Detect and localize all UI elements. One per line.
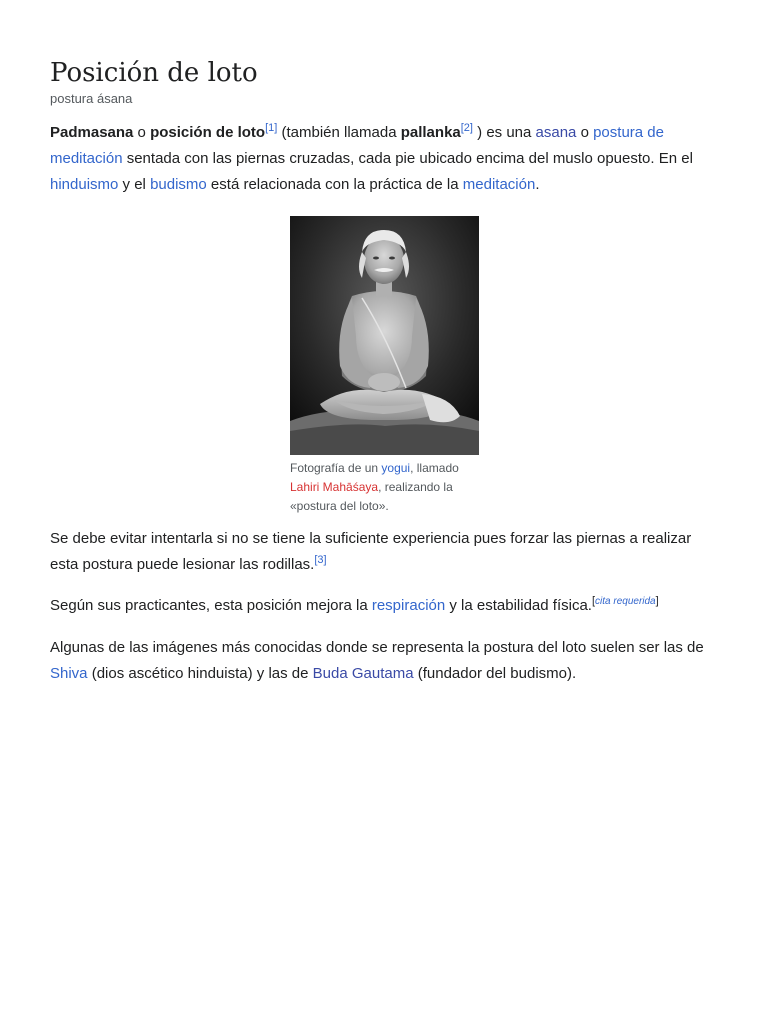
paragraph-warning xyxy=(50,526,718,578)
caption-text: , realizando la «postura del loto». xyxy=(290,480,453,513)
reference-3-link[interactable]: [3] xyxy=(314,554,327,566)
text-run: (también llamada xyxy=(277,124,401,141)
link-respiracion[interactable]: respiración xyxy=(371,597,446,614)
text-run: Se debe evitar intentarla si no se tiene la suficiente experiencia pues forzar las piernas a realizar esta postura puede lesionar las rodillas. xyxy=(50,530,692,573)
paragraph-images xyxy=(50,635,718,687)
intro-paragraph xyxy=(50,120,718,198)
text-run: ) es una xyxy=(472,124,536,141)
citation-needed xyxy=(592,595,659,607)
text-run: sentada con las piernas cruzadas, cada pie ubicado encima del muslo opuesto. En el xyxy=(122,150,693,167)
link-asana[interactable]: asana xyxy=(535,124,577,141)
text-run: y la estabilidad física. xyxy=(445,597,592,614)
text-run: o xyxy=(133,124,151,141)
link-budismo[interactable]: budismo xyxy=(150,176,207,193)
bracket: ] xyxy=(655,595,659,607)
text-run: y el xyxy=(118,176,151,193)
reference-2-link[interactable]: [2] xyxy=(460,122,473,134)
page-title: Posición de loto xyxy=(50,58,258,88)
figure-lahiri xyxy=(290,216,480,516)
redlink-lahiri-mahasaya[interactable]: Lahiri Mahāśaya xyxy=(290,480,379,494)
page-subtitle: postura ásana xyxy=(50,91,133,106)
text-run: está relacionada con la práctica de la xyxy=(206,176,463,193)
text-run: Según sus practicantes, esta posición mejora la xyxy=(50,597,372,614)
photo-yogi-lotus[interactable] xyxy=(290,216,479,455)
bold-term-padmasana: Padmasana xyxy=(50,124,134,141)
link-yogui[interactable]: yogui xyxy=(381,461,411,475)
link-hinduismo[interactable]: hinduismo xyxy=(50,176,119,193)
bold-term-pallanka: pallanka xyxy=(400,124,461,141)
reference-2[interactable] xyxy=(461,122,473,134)
bracket: [ xyxy=(591,595,596,607)
cita-requerida-link[interactable]: cita requerida xyxy=(595,596,656,607)
text-run: Algunas de las imágenes más conocidas donde se representa la postura del loto suelen ser las de xyxy=(50,639,704,656)
text-run: . xyxy=(535,176,540,193)
link-meditacion[interactable]: meditación xyxy=(462,176,536,193)
caption-text: Fotografía de un xyxy=(290,461,382,475)
figure-caption xyxy=(290,459,470,516)
bold-term-posicion: posición de loto xyxy=(150,124,266,141)
text-run: (fundador del budismo). xyxy=(413,665,577,682)
text-run: o xyxy=(576,124,594,141)
link-shiva[interactable]: Shiva xyxy=(50,665,88,682)
text-run: (dios ascético hinduista) y las de xyxy=(87,665,313,682)
link-buda-gautama[interactable]: Buda Gautama xyxy=(312,665,414,682)
reference-3[interactable] xyxy=(314,554,326,566)
reference-1-link[interactable]: [1] xyxy=(265,122,278,134)
reference-1[interactable] xyxy=(265,122,277,134)
link-postura-de-meditacion[interactable]: postura de meditación xyxy=(50,124,664,167)
paragraph-benefits xyxy=(50,593,718,619)
caption-text: , llamado xyxy=(410,461,459,475)
